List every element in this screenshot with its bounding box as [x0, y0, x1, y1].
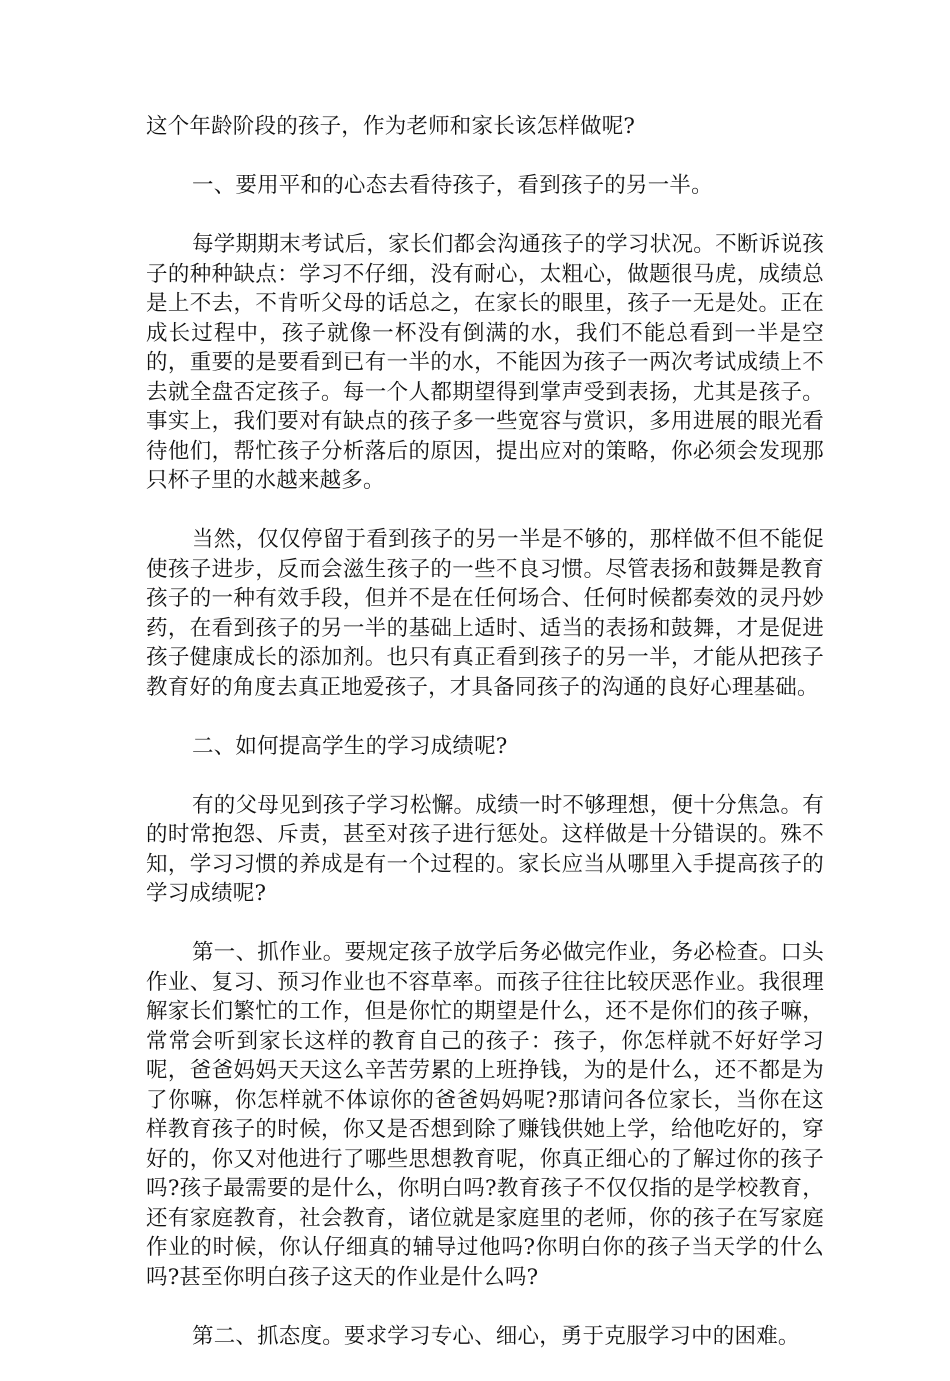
body-paragraph: 第二、抓态度。要求学习专心、细心，勇于克服学习中的困难。	[192, 1323, 800, 1349]
section-heading-1: 一、要用平和的心态去看待孩子，看到孩子的另一半。	[192, 173, 713, 198]
body-paragraph: 第一、抓作业。要规定孩子放学后务必做完作业，务必检查。口头作业、复习、预习作业也不容草率。而孩子往往比较厌恶作业。我很理解家长们繁忙的工作，但是你忙的期望是什么，还不是你们的孩子嘛，常常会听到家长这样的教育自己的孩子：孩子，你怎样就不好好学习呢，爸爸妈妈天天这么辛苦劳累的上班挣钱，为的是什么，还不都是为了你嘛，你怎样就不体谅你的爸爸妈妈呢?那请问各位家长，当你在这样教育孩子的时候，你又是否想到除了赚钱供她上学，给他吃好的，穿好的，你又对他进行了哪些思想教育呢，你真正细心的了解过你的孩子吗?孩子最需要的是什么，你明白吗?教育孩子不仅仅指的是学校教育，还有家庭教育，社会教育，诸位就是家庭里的老师，你的孩子在写家庭作业的时候，你认仔细真的辅导过他吗?你明白你的孩子当天学的什么吗?甚至你明白孩子这天的作业是什么吗?	[146, 940, 824, 1290]
body-paragraph: 当然，仅仅停留于看到孩子的另一半是不够的，那样做不但不能促使孩子进步，反而会滋生孩子的一些不良习惯。尽管表扬和鼓舞是教育孩子的一种有效手段，但并不是在任何场合、任何时候都奏效的灵丹妙药，在看到孩子的另一半的基础上适时、适当的表扬和鼓舞，才是促进孩子健康成长的添加剂。也只有真正看到孩子的另一半，才能从把孩子教育好的角度去真正地爱孩子，才具备同孩子的沟通的良好心理基础。	[146, 527, 824, 700]
body-paragraph: 有的父母见到孩子学习松懈。成绩一时不够理想，便十分焦急。有的时常抱怨、斥责，甚至对孩子进行惩处。这样做是十分错误的。殊不知，学习习惯的养成是有一个过程的。家长应当从哪里入手提高孩子的学习成绩呢?	[146, 792, 824, 906]
body-paragraph: 每学期期末考试后，家长们都会沟通孩子的学习状况。不断诉说孩子的种种缺点：学习不仔细，没有耐心，太粗心，做题很马虎，成绩总是上不去，不肯听父母的话总之，在家长的眼里，孩子一无是处。正在成长过程中，孩子就像一杯没有倒满的水，我们不能总看到一半是空的，重要的是要看到已有一半的水，不能因为孩子一两次考试成绩上不去就全盘否定孩子。每一个人都期望得到掌声受到表扬，尤其是孩子。事实上，我们要对有缺点的孩子多一些宽容与赏识，多用进展的眼光看待他们，帮忙孩子分析落后的原因，提出应对的策略，你必须会发现那只杯子里的水越来越多。	[146, 232, 824, 493]
section-heading-2: 二、如何提高学生的学习成绩呢?	[192, 733, 508, 759]
intro-question: 这个年龄阶段的孩子，作为老师和家长该怎样做呢?	[146, 114, 636, 139]
document-page	[146, 112, 824, 1381]
